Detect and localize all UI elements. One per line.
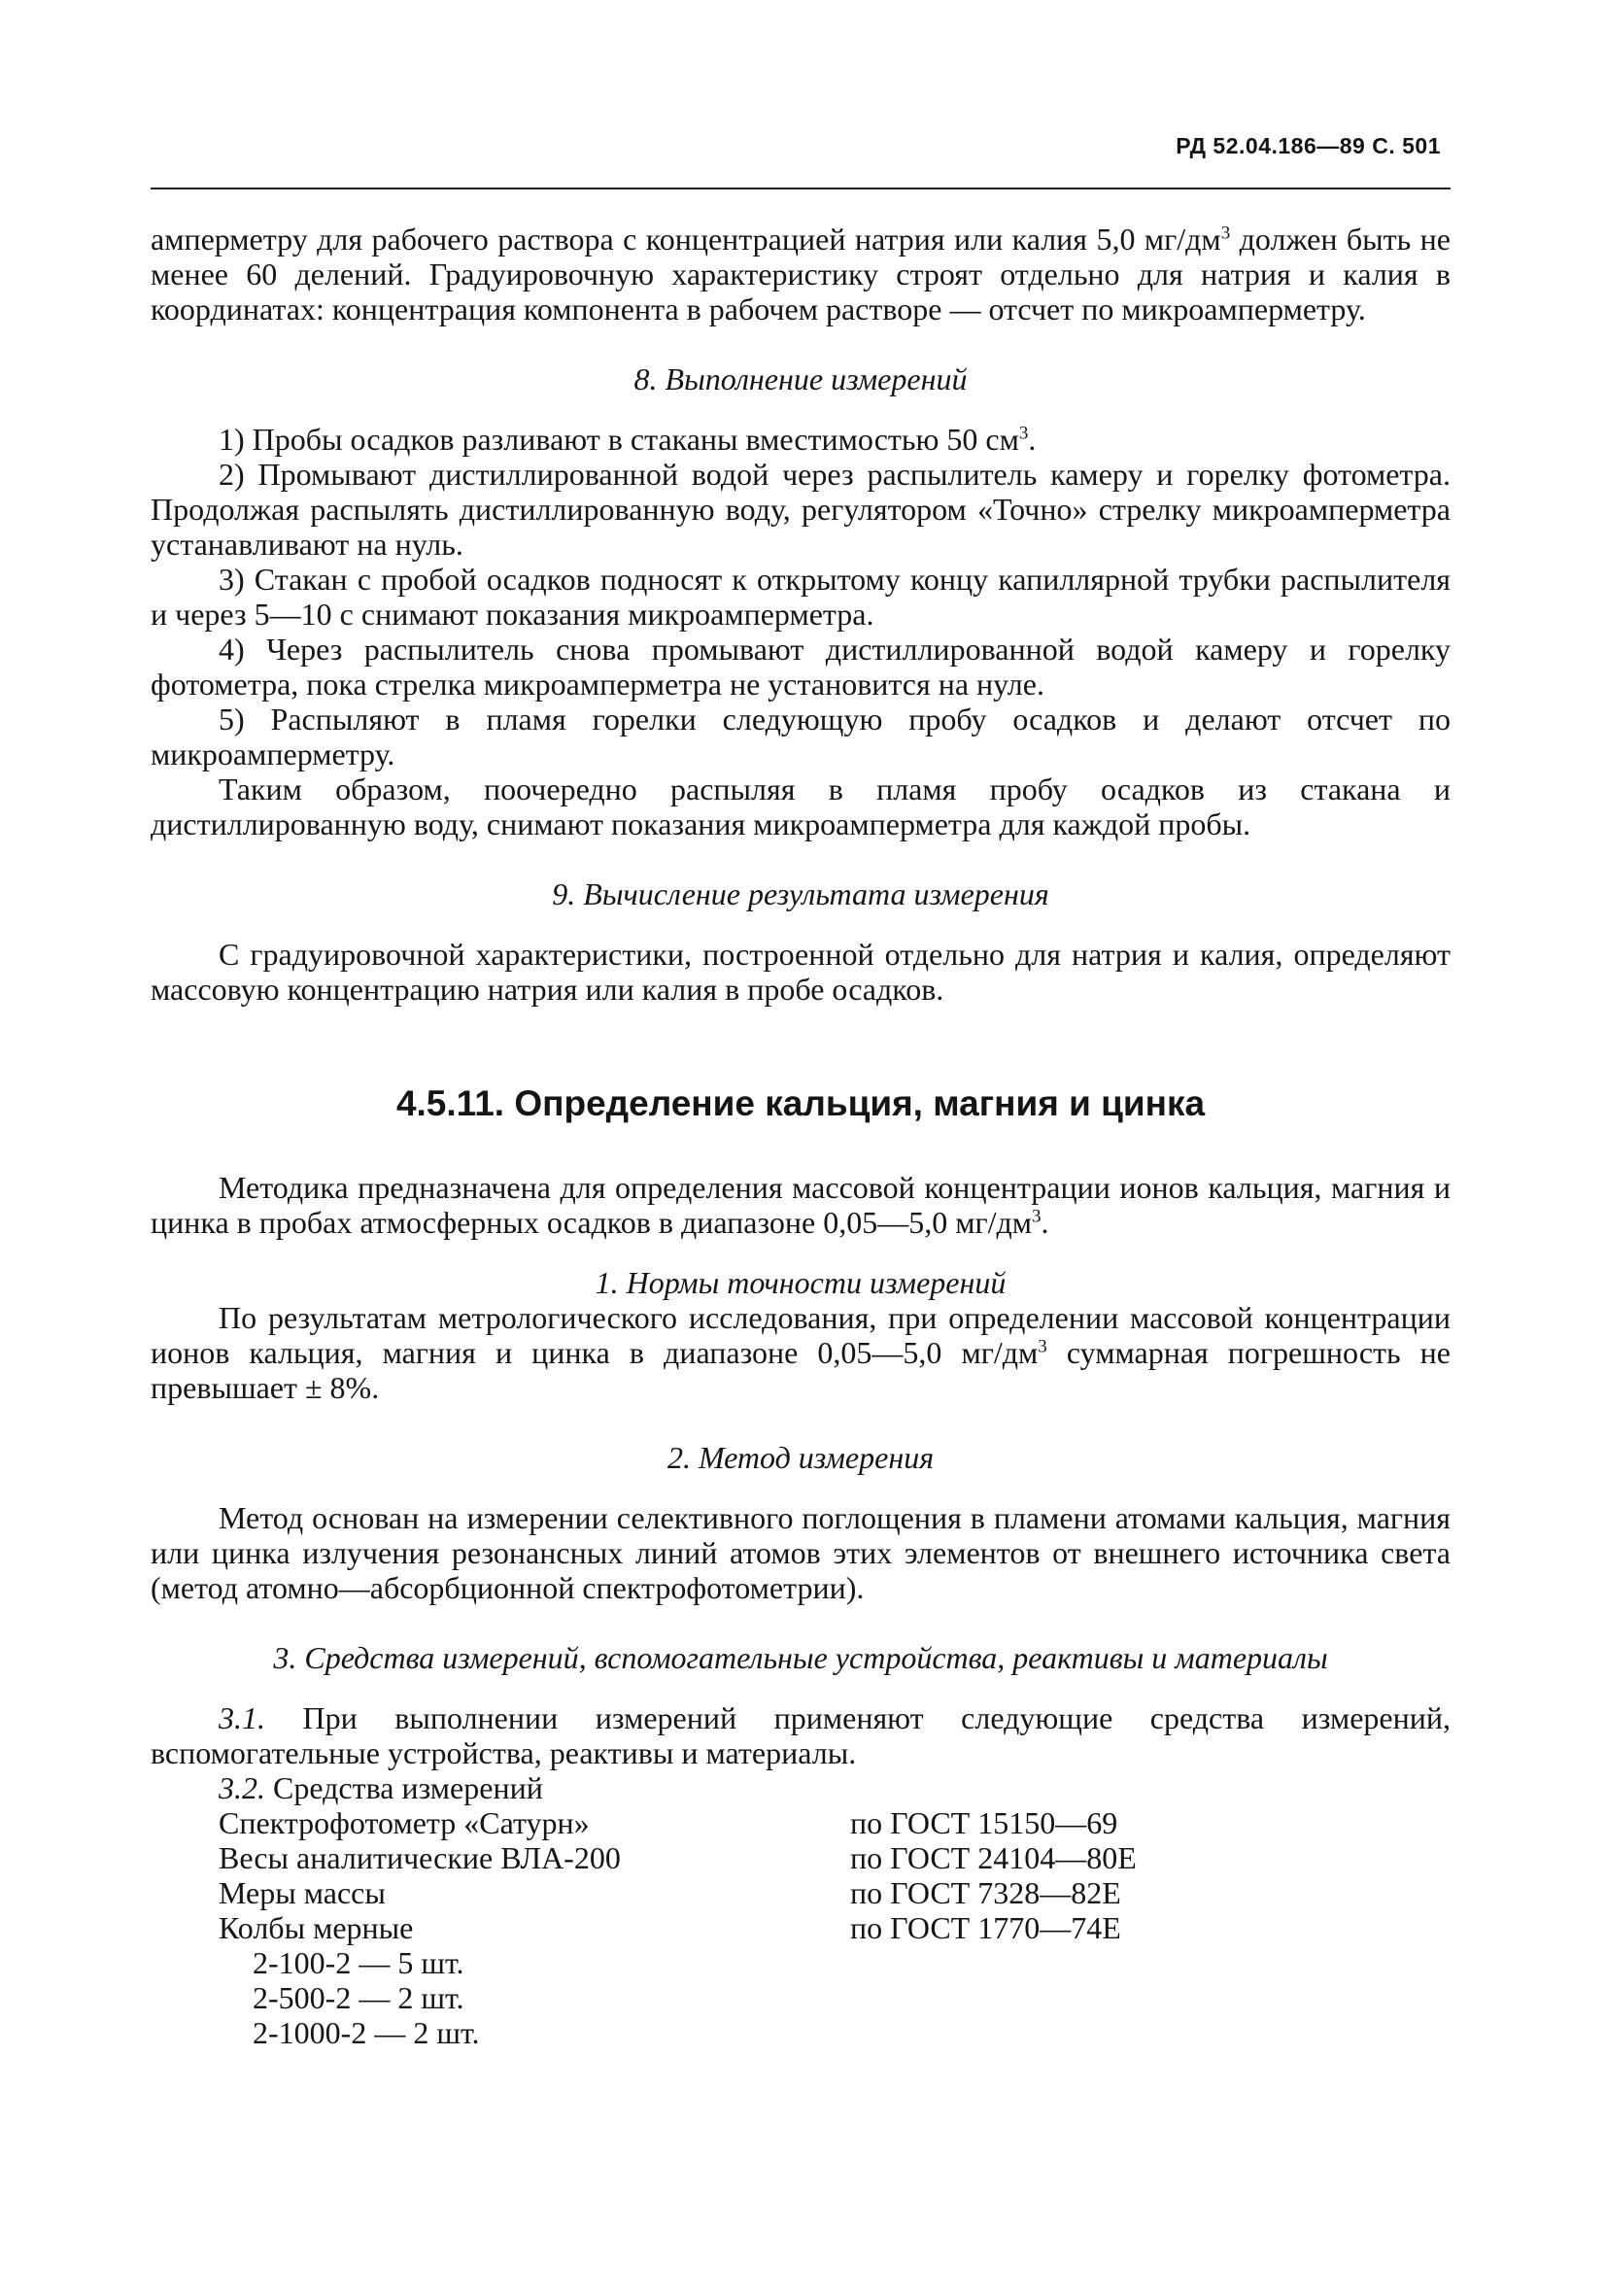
instrument-row — [151, 1840, 1451, 1875]
instrument-standard: по ГОСТ 7328—82Е — [850, 1875, 1121, 1910]
instrument-standard: по ГОСТ 15150—69 — [850, 1805, 1118, 1840]
method-intro-text-a: Методика предназначена для определения массовой концентрации ионов кальция, магния и цинка в пробах атмосферных осадков в диапазоне 0,05—5,0 мг/дм — [151, 1170, 1451, 1240]
superscript: 3 — [1038, 1336, 1047, 1357]
page-header: РД 52.04.186—89 С. 501 — [1176, 133, 1441, 158]
paragraph-3-1 — [151, 1700, 1451, 1770]
step-5: 5) Распыляют в пламя горелки следующую пробу осадков и делают отсчет по микроамперметру. — [151, 702, 1451, 771]
step-1 — [151, 422, 1451, 457]
instrument-row — [151, 1805, 1451, 1840]
flask-item: 2-100-2 — 5 шт. — [253, 1945, 464, 1980]
superscript: 3 — [1032, 1206, 1042, 1227]
section-title-a3: 3. Средства измерений, вспомогательные устройства, реактивы и материалы — [273, 1640, 1328, 1675]
step-1-text-b: . — [1028, 422, 1037, 457]
flask-item: 2-500-2 — 2 шт. — [253, 1980, 464, 2015]
paragraph-3-2-text: Средства измерений — [265, 1770, 543, 1805]
section-8-summary: Таким образом, поочередно распыляя в пламя пробу осадков из стакана и дистиллированную воду, снимают показания микроамперметра для каждой пробы. — [151, 771, 1451, 841]
instrument-standard: по ГОСТ 1770—74Е — [850, 1910, 1121, 1945]
instrument-standard: по ГОСТ 24104—80Е — [850, 1840, 1137, 1875]
method-intro-text-b: . — [1041, 1205, 1049, 1240]
instrument-name: Колбы мерные — [219, 1910, 414, 1945]
instrument-name: Весы аналитические ВЛА-200 — [219, 1840, 621, 1875]
section-title-9: 9. Вычисление результата измерения — [552, 876, 1049, 911]
section-a1-text-a: По результатам метрологического исследования, при определении массовой концентрации ионов кальция, магния и цинка в диапазоне 0,05—5,0 мг/дм — [151, 1300, 1451, 1370]
paragraph-3-1-text: При выполнении измерений применяют следующие средства измерений, вспомогательные устройства, реактивы и материалы. — [151, 1700, 1451, 1770]
continuation-text-b: должен быть не менее 60 делений. Градуировочную характеристику строят отдельно для натрия и калия в координатах: концентрация компонента в рабочем растворе — отсчет по микроамперметру. — [151, 222, 1452, 326]
section-title-8: 8. Выполнение измерений — [633, 361, 968, 396]
document-body — [151, 222, 1451, 2050]
superscript: 3 — [1220, 223, 1231, 244]
instrument-row — [151, 1875, 1451, 1910]
step-2: 2) Промывают дистиллированной водой через распылитель камеру и горелку фотометра. Продолжая распылять дистиллированную воду, регулятором «Точно» стрелку микроамперметра устанавливают на нуль. — [151, 457, 1451, 562]
paragraph-3-2 — [151, 1770, 1451, 1805]
section-a1-text-b: суммарная погрешность не превышает ± 8%. — [151, 1335, 1452, 1405]
instrument-row — [151, 1910, 1451, 1945]
instrument-list — [151, 1805, 1451, 2050]
continuation-text-a: амперметру для рабочего раствора с концентрацией натрия или калия 5,0 мг/дм — [151, 222, 1221, 257]
section-title-a1: 1. Нормы точности измерений — [595, 1265, 1007, 1300]
method-intro — [151, 1170, 1451, 1240]
flask-item: 2-1000-2 — 2 шт. — [253, 2015, 480, 2050]
superscript: 3 — [1018, 423, 1029, 444]
paragraph-3-2-label: 3.2. — [219, 1770, 265, 1805]
section-9-text: С градуировочной характеристики, построенной отдельно для натрия и калия, определяют массовую концентрацию натрия или калия в пробе осадков. — [151, 937, 1451, 1007]
section-a2-text: Метод основан на измерении селективного поглощения в пламени атомами кальция, магния или цинка излучения резонансных линий атомов этих элементов от внешнего источника света (метод атомно—абсорбционной спектрофотометрии). — [151, 1500, 1451, 1605]
header-rule — [151, 188, 1451, 189]
method-heading: 4.5.11. Определение кальция, магния и цинка — [395, 1083, 1206, 1123]
step-1-text-a: 1) Пробы осадков разливают в стаканы вместимостью 50 см — [219, 422, 1019, 457]
section-title-a2: 2. Метод измерения — [666, 1440, 935, 1475]
instrument-name: Спектрофотометр «Сатурн» — [219, 1805, 590, 1840]
paragraph-3-1-label: 3.1. — [219, 1700, 265, 1735]
continuation-paragraph — [151, 222, 1451, 326]
section-a1-text — [151, 1300, 1451, 1405]
step-3: 3) Стакан с пробой осадков подносят к открытому концу капиллярной трубки распылителя и через 5—10 с снимают показания микроамперметра. — [151, 562, 1451, 632]
step-4: 4) Через распылитель снова промывают дистиллированной водой камеру и горелку фотометра, пока стрелка микроамперметра не установится на нуле. — [151, 632, 1451, 702]
instrument-name: Меры массы — [219, 1875, 386, 1910]
